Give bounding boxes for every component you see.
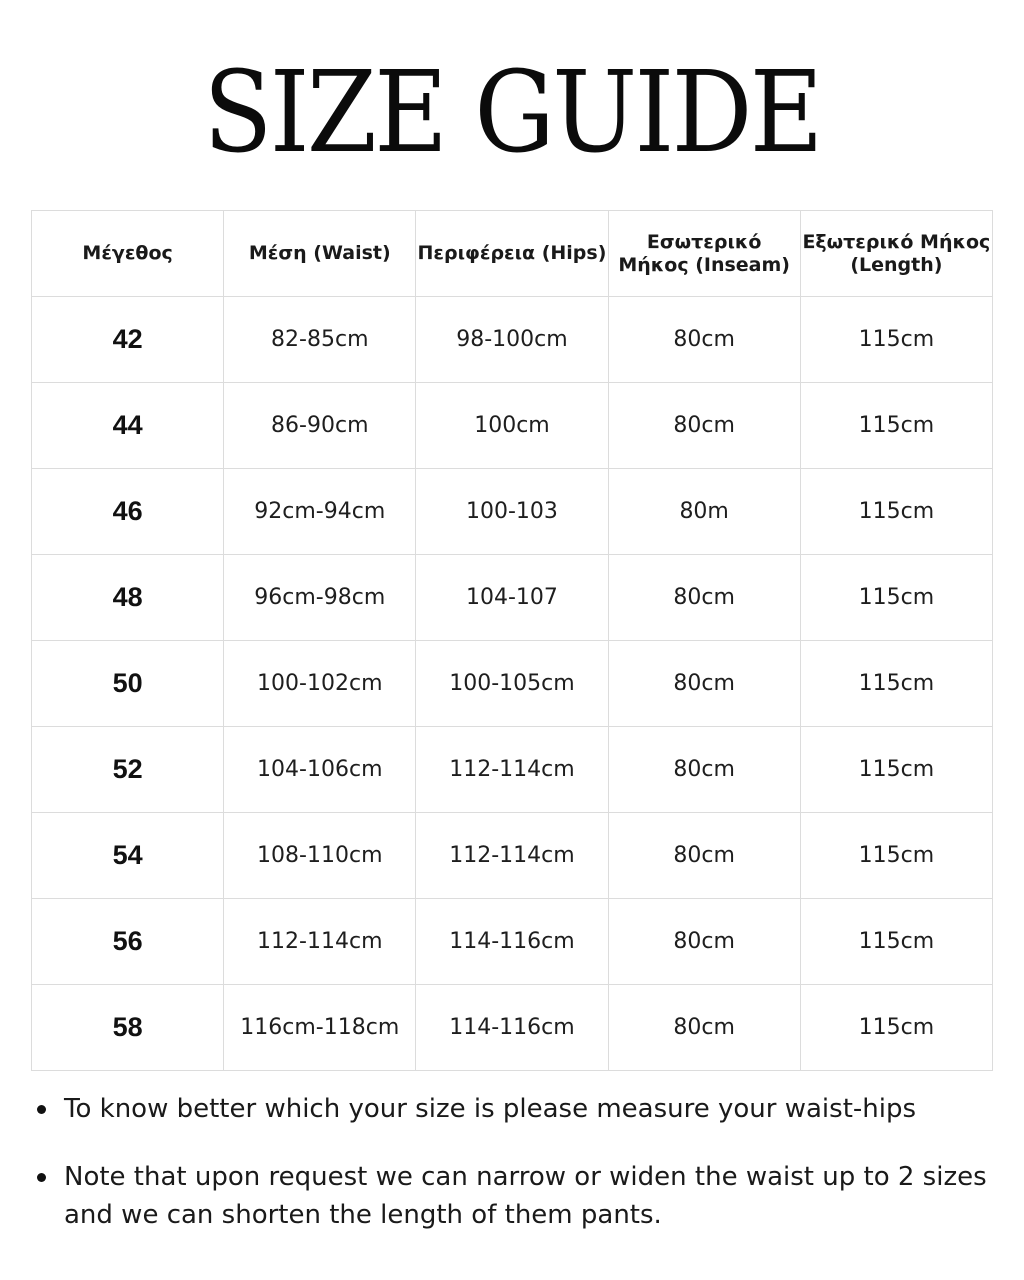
waist-value: 108-110cm xyxy=(224,813,416,899)
size-value: 50 xyxy=(32,641,224,727)
size-value: 44 xyxy=(32,383,224,469)
table-row xyxy=(32,641,993,727)
waist-value: 104-106cm xyxy=(224,727,416,813)
list-item xyxy=(34,1158,994,1234)
inseam-value: 80m xyxy=(608,469,800,555)
waist-value: 92cm-94cm xyxy=(224,469,416,555)
table-row xyxy=(32,813,993,899)
size-value: 56 xyxy=(32,899,224,985)
note-text: Note that upon request we can narrow or widen the waist up to 2 sizes and we can shorten the length of them pants. xyxy=(64,1162,987,1230)
size-value: 48 xyxy=(32,555,224,641)
list-item xyxy=(34,1090,994,1128)
length-value: 115cm xyxy=(800,297,992,383)
header-size: Μέγεθος xyxy=(32,211,224,297)
header-waist: Μέση (Waist) xyxy=(224,211,416,297)
length-value: 115cm xyxy=(800,383,992,469)
inseam-value: 80cm xyxy=(608,641,800,727)
waist-value: 96cm-98cm xyxy=(224,555,416,641)
length-value: 115cm xyxy=(800,985,992,1071)
hips-value: 114-116cm xyxy=(416,985,608,1071)
table-row xyxy=(32,555,993,641)
note-text: To know better which your size is please measure your waist-hips xyxy=(64,1094,917,1124)
hips-value: 100cm xyxy=(416,383,608,469)
waist-value: 82-85cm xyxy=(224,297,416,383)
size-value: 42 xyxy=(32,297,224,383)
length-value: 115cm xyxy=(800,813,992,899)
table-header-row xyxy=(32,211,993,297)
hips-value: 104-107 xyxy=(416,555,608,641)
table-row xyxy=(32,899,993,985)
waist-value: 116cm-118cm xyxy=(224,985,416,1071)
size-value: 54 xyxy=(32,813,224,899)
hips-value: 98-100cm xyxy=(416,297,608,383)
length-value: 115cm xyxy=(800,899,992,985)
waist-value: 100-102cm xyxy=(224,641,416,727)
size-value: 52 xyxy=(32,727,224,813)
inseam-value: 80cm xyxy=(608,555,800,641)
header-length: Εξωτερικό Μήκος (Length) xyxy=(800,211,992,297)
waist-value: 86-90cm xyxy=(224,383,416,469)
inseam-value: 80cm xyxy=(608,383,800,469)
hips-value: 112-114cm xyxy=(416,813,608,899)
inseam-value: 80cm xyxy=(608,899,800,985)
size-value: 58 xyxy=(32,985,224,1071)
size-table xyxy=(31,210,993,1071)
hips-value: 112-114cm xyxy=(416,727,608,813)
length-value: 115cm xyxy=(800,469,992,555)
table-row xyxy=(32,727,993,813)
bullet-icon xyxy=(37,1173,46,1182)
table-row xyxy=(32,985,993,1071)
notes-list xyxy=(34,1090,994,1264)
page-title: SIZE GUIDE xyxy=(203,48,821,178)
size-value: 46 xyxy=(32,469,224,555)
hips-value: 114-116cm xyxy=(416,899,608,985)
header-inseam: Εσωτερικό Μήκος (Inseam) xyxy=(608,211,800,297)
table-row xyxy=(32,469,993,555)
length-value: 115cm xyxy=(800,555,992,641)
header-hips: Περιφέρεια (Hips) xyxy=(416,211,608,297)
length-value: 115cm xyxy=(800,727,992,813)
hips-value: 100-103 xyxy=(416,469,608,555)
table-row xyxy=(32,297,993,383)
length-value: 115cm xyxy=(800,641,992,727)
waist-value: 112-114cm xyxy=(224,899,416,985)
inseam-value: 80cm xyxy=(608,297,800,383)
hips-value: 100-105cm xyxy=(416,641,608,727)
inseam-value: 80cm xyxy=(608,985,800,1071)
inseam-value: 80cm xyxy=(608,727,800,813)
bullet-icon xyxy=(37,1105,46,1114)
table-row xyxy=(32,383,993,469)
inseam-value: 80cm xyxy=(608,813,800,899)
